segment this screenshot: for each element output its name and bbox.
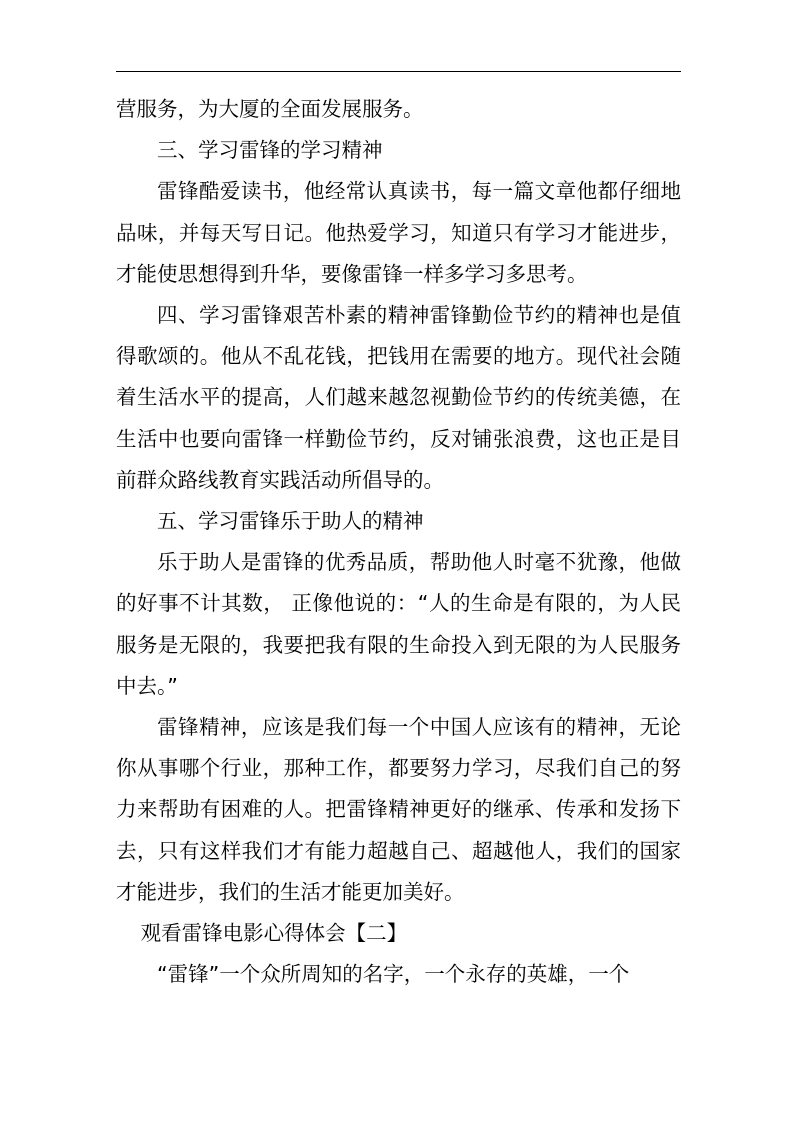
article-title-two: 观看雷锋电影心得体会【二】	[140, 921, 408, 946]
paragraph-lei-feng-intro: “雷锋”一个众所周知的名字，一个永存的英雄，一个	[157, 962, 630, 987]
document-body	[116, 89, 681, 995]
paragraph-helping-others: 乐于助人是雷锋的优秀品质，帮助他人时毫不犹豫，他做的好事不计其数， 正像他说的：“人的生命是有限的，为人民服务是无限的，我要把我有限的生命投入到无限的为人民服务中去。”	[116, 550, 681, 698]
section-heading-helping-others: 五、学习雷锋乐于助人的精神	[157, 509, 424, 534]
paragraph-reading: 雷锋酷爱读书，他经常认真读书，每一篇文章他都仔细地品味，并每天写日记。他热爱学习，知道只有学习才能进步，才能使思想得到升华，要像雷锋一样多学习多思考。	[116, 179, 681, 286]
paragraph-conclusion: 雷锋精神，应该是我们每一个中国人应该有的精神，无论你从事哪个行业，那种工作，都要努力学习，尽我们自己的努力来帮助有困难的人。把雷锋精神更好的继承、传承和发扬下去，只有这样我们才有能力超越自己、超越他人，我们的国家才能进步，我们的生活才能更加美好。	[116, 715, 681, 904]
paragraph-frugality: 四、学习雷锋艰苦朴素的精神雷锋勤俭节约的精神也是值得歌颂的。他从不乱花钱，把钱用在需要的地方。现代社会随着生活水平的提高，人们越来越忽视勤俭节约的传统美德，在生活中也要向雷锋一样勤俭节约，反对铺张浪费，这也正是目前群众路线教育实践活动所倡导的。	[116, 303, 681, 492]
header-rule	[116, 71, 681, 72]
paragraph-continuation: 营服务，为大厦的全面发展服务。	[116, 97, 424, 121]
section-heading-study-spirit: 三、学习雷锋的学习精神	[157, 138, 383, 163]
